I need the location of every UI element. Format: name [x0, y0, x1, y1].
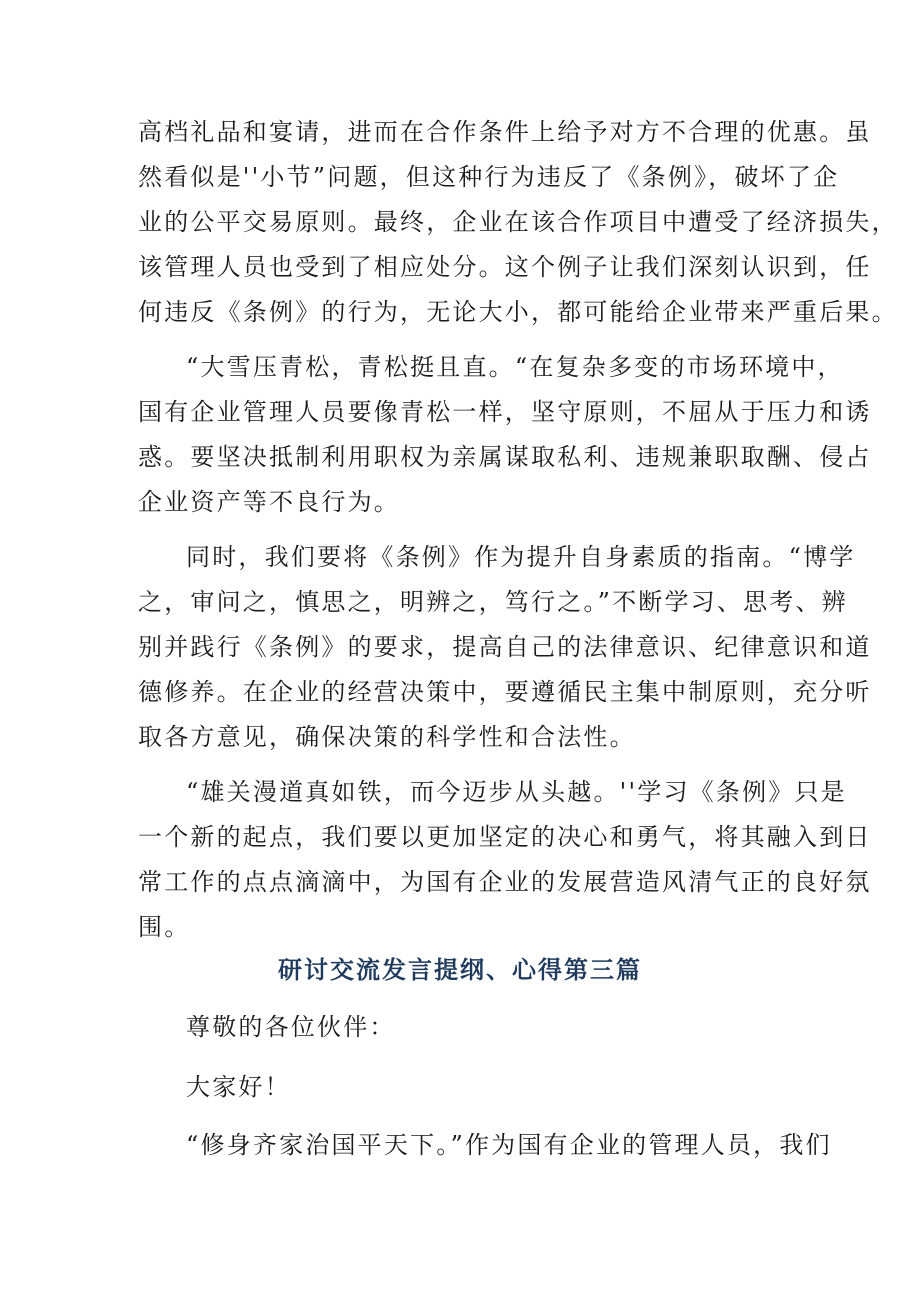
- paragraph-4-line-1: “雄关漫道真如铁，而今迈步从头越。''学习《条例》只是: [186, 778, 847, 806]
- paragraph-3-line-2: 之，审问之，慎思之，明辨之，笃行之。”不断学习、思考、辨: [138, 588, 848, 616]
- paragraph-2-line-4: 企业资产等不良行为。: [138, 488, 400, 516]
- paragraph-4-line-2: 一个新的起点，我们要以更加坚定的决心和勇气，将其融入到日: [138, 823, 872, 851]
- paragraph-2-line-2: 国有企业管理人员要像青松一样，坚守原则，不屈从于压力和诱: [138, 398, 872, 426]
- paragraph-3-line-1: 同时，我们要将《条例》作为提升自身素质的指南。“博学: [186, 543, 856, 571]
- paragraph-3-line-3: 别并践行《条例》的要求，提高自己的法律意识、纪律意识和道: [138, 633, 872, 661]
- paragraph-1-line-4: 该管理人员也受到了相应处分。这个例子让我们深刻认识到，任: [138, 253, 872, 281]
- greeting: 大家好！: [186, 1073, 291, 1101]
- paragraph-1-line-1: 高档礼品和宴请，进而在合作条件上给予对方不合理的优惠。虽: [138, 118, 872, 146]
- paragraph-3-line-5: 取各方意见，确保决策的科学性和合法性。: [138, 723, 636, 751]
- section-heading: 研讨交流发言提纲、心得第三篇: [278, 955, 642, 984]
- paragraph-2-line-1: “大雪压青松，青松挺且直。“在复杂多变的市场环境中，: [186, 353, 844, 381]
- paragraph-3-line-4: 德修养。在企业的经营决策中，要遵循民主集中制原则，充分听: [138, 678, 872, 706]
- paragraph-4-line-4: 围。: [138, 913, 191, 941]
- paragraph-4-line-3: 常工作的点点滴滴中，为国有企业的发展营造风清气正的良好氛: [138, 868, 872, 896]
- opening-line: “修身齐家治国平天下。”作为国有企业的管理人员，我们: [186, 1131, 832, 1159]
- paragraph-2-line-3: 惑。要坚决抵制利用职权为亲属谋取私利、违规兼职取酬、侵占: [138, 443, 872, 471]
- paragraph-1-line-3: 业的公平交易原则。最终，企业在该合作项目中遭受了经济损失，: [138, 208, 898, 236]
- salutation: 尊敬的各位伙伴：: [186, 1013, 396, 1041]
- paragraph-1-line-5: 何违反《条例》的行为，无论大小，都可能给企业带来严重后果。: [138, 298, 898, 326]
- paragraph-1-line-2: 然看似是''小节”问题，但这种行为违反了《条例》，破坏了企: [138, 163, 840, 191]
